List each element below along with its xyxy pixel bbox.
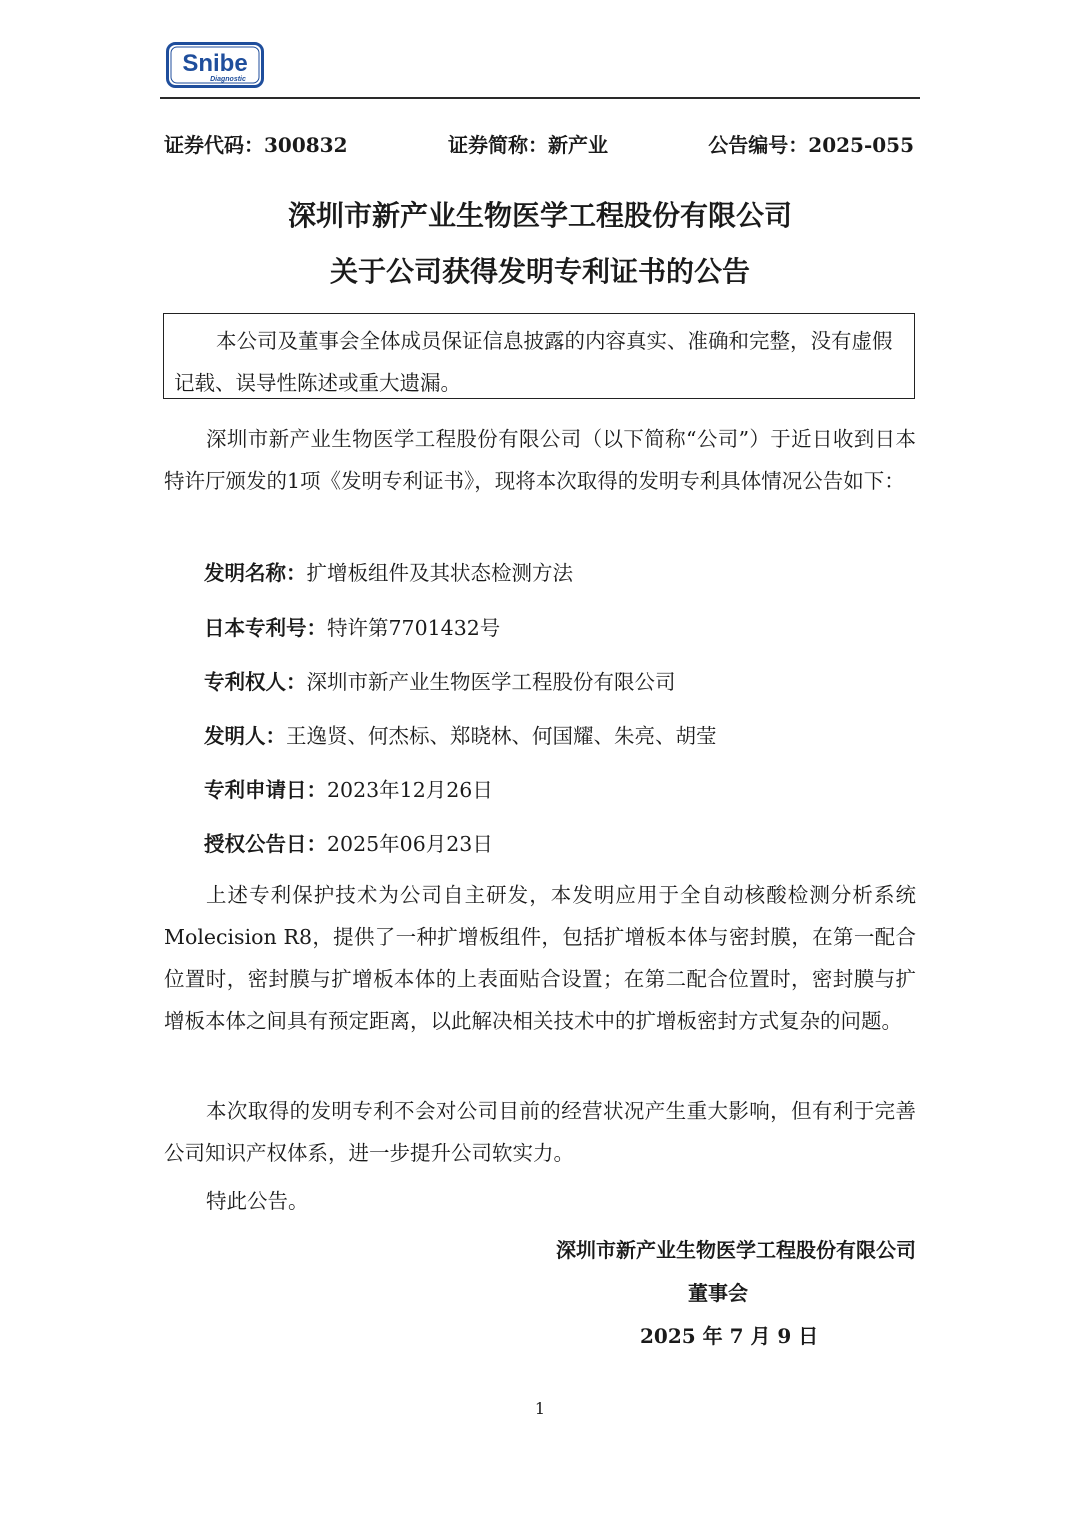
field-value: 2023年12月26日 <box>327 778 493 802</box>
field-value: 2025年06月23日 <box>327 832 493 856</box>
announcement-number <box>708 130 914 160</box>
field-inventors <box>204 721 717 751</box>
field-japan-patent-no <box>204 613 500 643</box>
stock-code <box>164 130 348 160</box>
field-patentee <box>204 667 676 697</box>
announcement-number-label: 公告编号： <box>708 133 809 157</box>
closing-line: 特此公告。 <box>206 1189 309 1213</box>
signature-date: 2025 年 7 月 9 日 <box>640 1324 819 1348</box>
field-label: 专利权人： <box>204 670 307 694</box>
field-value: 深圳市新产业生物医学工程股份有限公司 <box>306 670 676 694</box>
page-number: 1 <box>534 1399 546 1418</box>
stock-code-value: 300832 <box>264 133 348 157</box>
logo-brand: Snibe <box>182 50 248 77</box>
stock-abbr <box>448 130 608 160</box>
intro-paragraph: 深圳市新产业生物医学工程股份有限公司（以下简称“公司”）于近日收到日本特许厅颁发的1项《发明专利证书》，现将本次取得的发明专利具体情况公告如下： <box>164 427 916 493</box>
signature-company: 深圳市新产业生物医学工程股份有限公司 <box>556 1238 916 1262</box>
logo-sub: Diagnostic <box>210 76 246 83</box>
field-label: 日本专利号： <box>204 616 327 640</box>
announcement-number-value: 2025-055 <box>808 133 914 157</box>
field-value: 王逸贤、何杰标、郑晓林、何国耀、朱亮、胡莹 <box>286 724 717 748</box>
logo-graphic <box>166 42 264 88</box>
header-rule <box>160 97 920 99</box>
field-invention-name <box>204 558 573 588</box>
stock-abbr-value: 新产业 <box>548 133 608 157</box>
technology-paragraph: 上述专利保护技术为公司自主研发，本发明应用于全自动核酸检测分析系统Molecision R8，提供了一种扩增板组件，包括扩增板本体与密封膜，在第一配合位置时，密封膜与扩增板本体的上表面贴合设置；在第二配合位置时，密封膜与扩增板本体之间具有预定距离，以此解决相关技术中的扩增板密封方式复杂的问题。 <box>164 883 916 1033</box>
disclaimer-box: 本公司及董事会全体成员保证信息披露的内容真实、准确和完整，没有虚假记载、误导性陈述或重大遗漏。 <box>163 313 915 399</box>
field-value: 扩增板组件及其状态检测方法 <box>306 561 573 585</box>
stock-abbr-label: 证券简称： <box>448 133 548 157</box>
impact-paragraph: 本次取得的发明专利不会对公司目前的经营状况产生重大影响，但有利于完善公司知识产权体系，进一步提升公司软实力。 <box>164 1099 916 1165</box>
field-label: 发明人： <box>204 724 286 748</box>
field-grant-date <box>204 829 493 859</box>
field-value: 特许第7701432号 <box>327 616 501 640</box>
signature-board: 董事会 <box>688 1281 748 1305</box>
stock-code-label: 证券代码： <box>164 133 264 157</box>
snibe-logo <box>166 42 264 88</box>
company-title: 深圳市新产业生物医学工程股份有限公司 <box>287 199 792 232</box>
field-application-date <box>204 775 493 805</box>
field-label: 专利申请日： <box>204 778 327 802</box>
field-label: 授权公告日： <box>204 832 327 856</box>
announcement-title: 关于公司获得发明专利证书的公告 <box>329 255 750 288</box>
field-label: 发明名称： <box>204 561 307 585</box>
